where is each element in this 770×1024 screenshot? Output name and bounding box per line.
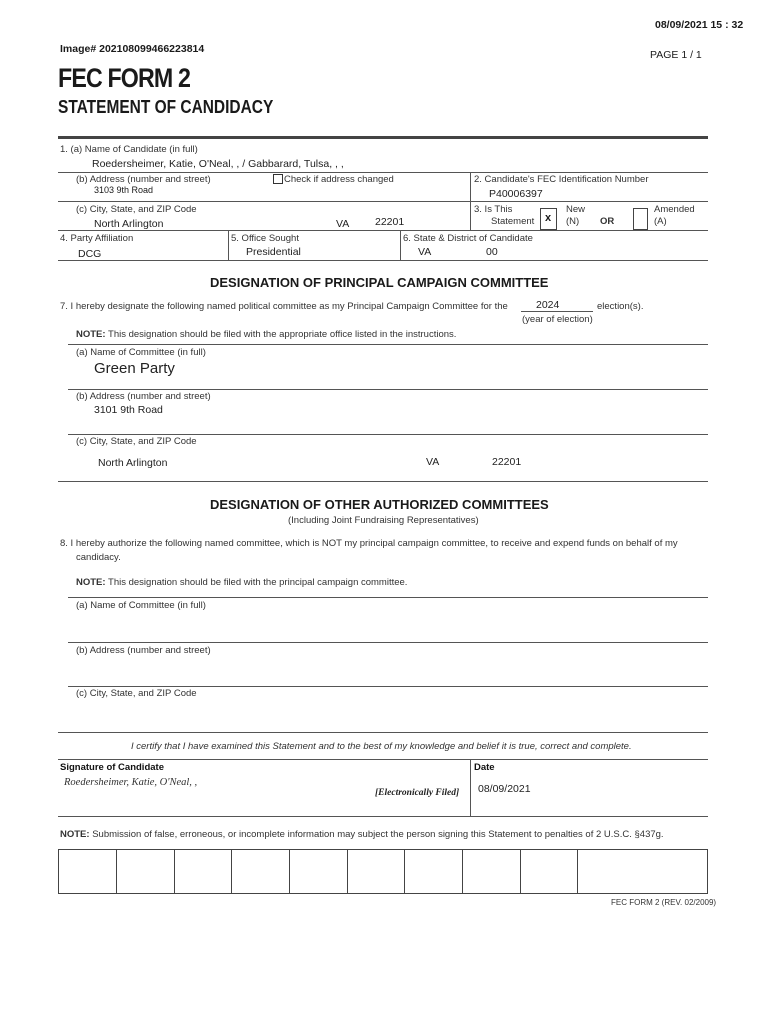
committee-city: North Arlington: [98, 457, 168, 469]
footer-note: NOTE: Submission of false, erroneous, or incomplete information may subject the person signing this Statement to penalties of 2 U.S.C. §437g.: [60, 829, 664, 840]
divider: [58, 481, 708, 482]
divider: [68, 642, 708, 643]
new-label: New: [566, 204, 586, 215]
committee-address-label: (b) Address (number and street): [76, 391, 211, 402]
divider: [58, 816, 708, 817]
box-divider: [231, 850, 232, 893]
image-number: Image# 202108099466223814: [60, 43, 205, 55]
principal-note: NOTE: This designation should be filed with the appropriate office listed in the instructions.: [76, 329, 457, 340]
divider: [58, 732, 708, 733]
committee-zip: 22201: [492, 456, 522, 468]
box-divider: [577, 850, 578, 893]
divider: [470, 759, 471, 816]
divider: [68, 434, 708, 435]
committee-name: Green Party: [94, 360, 175, 377]
party-label: 4. Party Affiliation: [60, 233, 134, 244]
district-state: VA: [418, 246, 432, 258]
district-label: 6. State & District of Candidate: [403, 233, 533, 244]
box-divider: [174, 850, 175, 893]
other-note: NOTE: This designation should be filed with the principal campaign committee.: [76, 577, 408, 588]
amended-code: (A): [654, 216, 667, 227]
divider: [68, 389, 708, 390]
other-statement-line2: candidacy.: [76, 552, 121, 563]
signature-value: Roedersheimer, Katie, O'Neal, ,: [64, 777, 198, 788]
year-caption: (year of election): [522, 314, 593, 325]
statement-label: Statement: [491, 216, 535, 227]
date-value: 08/09/2021: [478, 783, 531, 795]
new-code: (N): [566, 216, 580, 227]
box-divider: [462, 850, 463, 893]
other-statement-line1: 8. I hereby authorize the following named committee, which is NOT my principal campaign committee, to receive and expend funds on behalf of my: [60, 538, 678, 549]
new-checkbox[interactable]: [540, 208, 557, 230]
candidate-name-label: 1. (a) Name of Candidate (in full): [60, 144, 198, 155]
or-label: OR: [600, 216, 615, 227]
x-mark-icon: x: [545, 212, 552, 224]
candidate-name: Roedersheimer, Katie, O'Neal, , / Gabbarard, Tulsa, , ,: [92, 158, 344, 170]
address-changed-checkbox[interactable]: [273, 174, 283, 184]
election-suffix: election(s).: [597, 301, 644, 312]
candidate-city-label: (c) City, State, and ZIP Code: [76, 204, 197, 215]
other-city-label: (c) City, State, and ZIP Code: [76, 688, 197, 699]
amended-checkbox[interactable]: [633, 208, 648, 230]
fec-id-label: 2. Candidate's FEC Identification Number: [474, 174, 649, 185]
divider: [58, 172, 708, 173]
other-address-label: (b) Address (number and street): [76, 645, 211, 656]
other-subheading: (Including Joint Fundraising Representatives): [288, 515, 479, 526]
divider: [68, 597, 708, 598]
box-divider: [116, 850, 117, 893]
divider: [400, 230, 401, 260]
candidate-address-label: (b) Address (number and street): [76, 174, 211, 185]
election-year: 2024: [536, 299, 560, 311]
page-number: PAGE 1 / 1: [650, 49, 702, 61]
divider: [68, 344, 708, 345]
timestamp: 08/09/2021 15 : 32: [655, 19, 744, 31]
form-revision: FEC FORM 2 (REV. 02/2009): [611, 898, 717, 907]
box-divider: [404, 850, 405, 893]
party-value: DCG: [78, 248, 102, 260]
committee-address: 3101 9th Road: [94, 404, 163, 416]
principal-statement: 7. I hereby designate the following named political committee as my Principal Campaign Committee for the: [60, 301, 508, 312]
form-title: FEC FORM 2: [58, 63, 191, 93]
date-label: Date: [474, 762, 495, 773]
address-changed-label: Check if address changed: [284, 174, 394, 185]
box-divider: [520, 850, 521, 893]
box-divider: [289, 850, 290, 893]
committee-name-label: (a) Name of Committee (in full): [76, 347, 206, 358]
divider: [58, 230, 708, 231]
district-number: 00: [486, 246, 498, 258]
divider: [68, 686, 708, 687]
statement-label-3: 3. Is This: [474, 204, 513, 215]
electronically-filed: [Electronically Filed]: [375, 788, 460, 798]
certification-text: I certify that I have examined this Statement and to the best of my knowledge and belief it is true, correct and complete.: [131, 741, 632, 752]
candidate-zip: 22201: [375, 216, 405, 228]
divider: [228, 230, 229, 260]
divider: [58, 759, 708, 760]
committee-state: VA: [426, 456, 440, 468]
committee-city-label: (c) City, State, and ZIP Code: [76, 436, 197, 447]
election-year-underline: [521, 311, 593, 312]
amended-label: Amended: [654, 204, 695, 215]
other-heading: DESIGNATION OF OTHER AUTHORIZED COMMITTEES: [210, 497, 549, 512]
candidate-city: North Arlington: [94, 218, 164, 230]
box-divider: [347, 850, 348, 893]
divider: [58, 260, 708, 261]
office-value: Presidential: [246, 246, 301, 258]
other-name-label: (a) Name of Committee (in full): [76, 600, 206, 611]
candidate-state: VA: [336, 218, 350, 230]
form-subtitle: STATEMENT OF CANDIDACY: [58, 97, 274, 117]
candidate-address: 3103 9th Road: [94, 185, 154, 195]
office-label: 5. Office Sought: [231, 233, 299, 244]
principal-heading: DESIGNATION OF PRINCIPAL CAMPAIGN COMMITTEE: [210, 275, 549, 290]
header-rule: [58, 136, 708, 139]
filing-boxes: [58, 849, 708, 894]
signature-label: Signature of Candidate: [60, 762, 164, 773]
fec-id: P40006397: [489, 188, 543, 200]
divider: [58, 201, 708, 202]
